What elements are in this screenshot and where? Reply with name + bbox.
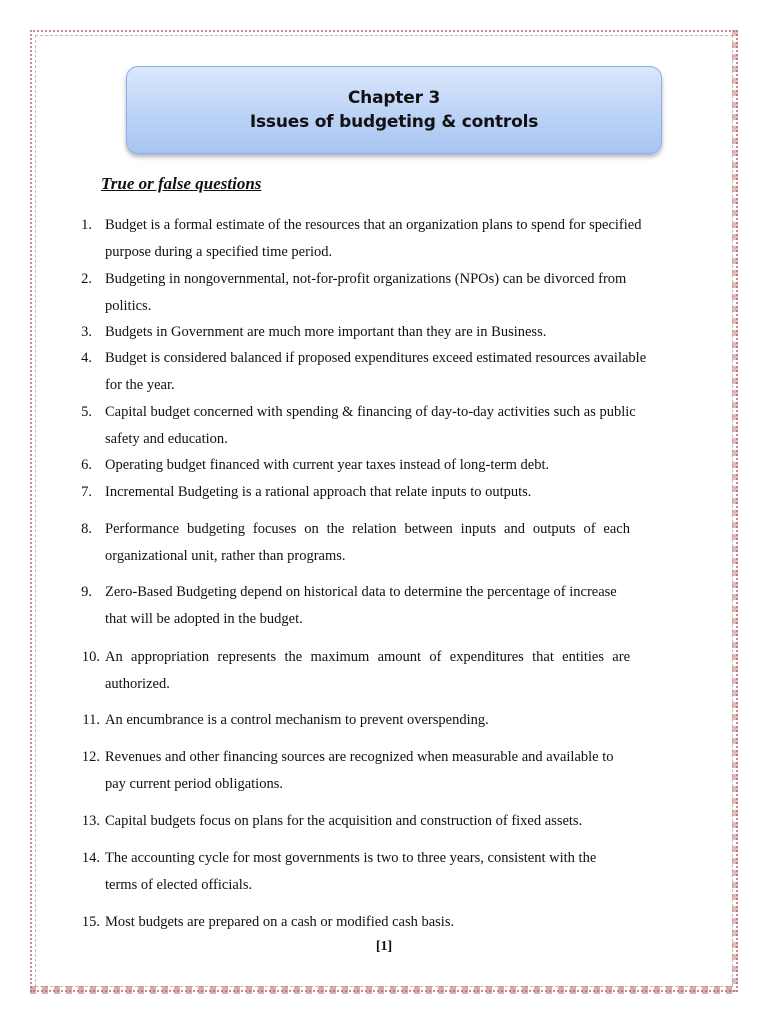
question-text-continued: organizational unit, rather than programs. [105,547,346,564]
question-number: 12. [81,749,100,765]
question-text-continued: pay current period obligations. [105,775,283,792]
question-text: Incremental Budgeting is a rational approach that relate inputs to outputs. [105,484,532,500]
question-text: Budgets in Government are much more important than they are in Business. [105,324,547,340]
question-number: 7. [81,484,92,500]
question-number: 14. [81,850,100,866]
question-text: Capital budget concerned with spending & financing of day-to-day activities such as public [105,404,636,420]
question-number: 3. [81,324,92,340]
question-text: Most budgets are prepared on a cash or modified cash basis. [105,914,455,930]
question-text: Capital budgets focus on plans for the acquisition and construction of fixed assets. [105,813,583,829]
question-text-continued: for the year. [105,376,175,393]
question-text-continued: safety and education. [105,430,228,447]
section-heading: True or false questions [101,174,262,193]
question-number: 2. [81,271,92,287]
question-text: Budgeting in nongovernmental, not-for-profit organizations (NPOs) can be divorced from [105,271,627,287]
question-number: 1. [81,217,92,233]
question-number: 5. [81,404,92,420]
question-number: 4. [81,350,92,366]
question-number: 8. [81,521,92,537]
question-text-continued: that will be adopted in the budget. [105,610,303,627]
page-border-bottom [30,986,738,994]
question-text-continued: authorized. [105,675,170,692]
question-text-continued: terms of elected officials. [105,876,253,893]
chapter-title: Issues of budgeting & controls [249,112,539,132]
question-text: Performance budgeting focuses on the relation between inputs and outputs of each [105,521,630,537]
question-text: Budget is considered balanced if proposed expenditures exceed estimated resources available [105,350,647,366]
question-text-continued: purpose during a specified time period. [105,243,333,260]
chapter-number: Chapter 3 [347,88,441,108]
question-number: 10. [81,649,100,665]
question-number: 15. [81,914,100,930]
page-border-right [732,30,738,992]
question-text-continued: politics. [105,297,152,314]
question-text: Revenues and other financing sources are recognized when measurable and available to [105,749,614,765]
question-text: An appropriation represents the maximum amount of expenditures that entities are [105,649,630,665]
question-number: 9. [81,584,92,600]
question-number: 13. [81,813,100,829]
page-number: [1] [375,939,393,954]
question-text: An encumbrance is a control mechanism to prevent overspending. [105,712,489,728]
chapter-title-box [126,66,662,154]
question-text: Zero-Based Budgeting depend on historical data to determine the percentage of increase [105,584,617,600]
question-text: Operating budget financed with current year taxes instead of long-term debt. [105,457,550,473]
question-number: 6. [81,457,92,473]
question-number: 11. [82,712,100,728]
question-text: Budget is a formal estimate of the resources that an organization plans to spend for specified [105,217,642,233]
question-text: The accounting cycle for most governments is two to three years, consistent with the [105,850,597,866]
